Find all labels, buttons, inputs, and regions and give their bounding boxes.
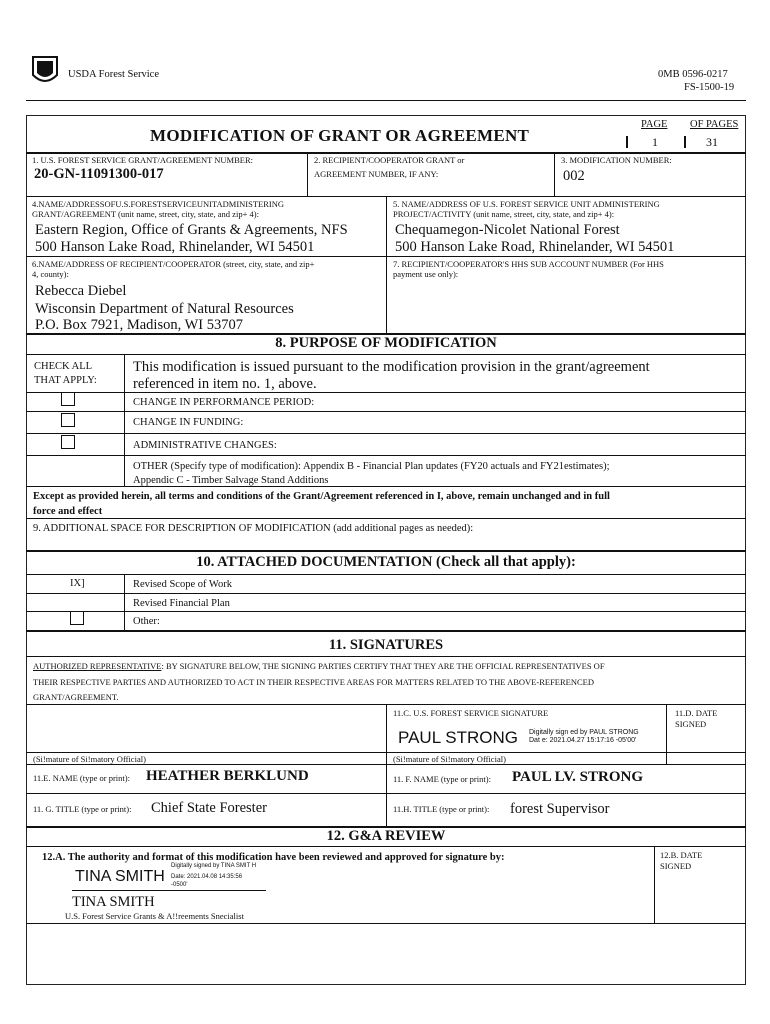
checked-mark: IX] (70, 578, 85, 589)
usfs-signature-digital-1: Digitally sign ed by PAUL STRONG (529, 729, 639, 736)
item4-label-2: GRANT/AGREEMENT (unit name, street, city, state, and zip+ 4): (32, 209, 259, 219)
recipient-org: Wisconsin Department of Natural Resources (35, 301, 294, 317)
authorized-rep-line2: THEIR RESPECTIVE PARTIES AND AUTHORIZED TO ACT IN THEIR RESPECTIVE AREAS FOR MATTERS RELATED TO THE ABOVE-REFERENCED (33, 677, 594, 687)
signature-caption-right: (Si!mature of Si!matory Official) (393, 754, 506, 764)
authorized-rep-label: AUTHORIZED REPRESENTATIVE (33, 661, 162, 671)
checkbox-administrative[interactable] (61, 435, 75, 449)
usfs-signature: PAUL STRONG (398, 728, 518, 747)
option-performance-period: CHANGE IN PERFORMANCE PERIOD: (133, 397, 315, 408)
section10-heading: 10. ATTACHED DOCUMENTATION (Check all that apply): (196, 554, 576, 570)
item11h-label: 11.H. TITLE (type or print): (393, 804, 490, 814)
form-title: MODIFICATION OF GRANT OR AGREEMENT (150, 126, 530, 145)
option-other-line1: OTHER (Specify type of modification): Appendix B - Financial Plan updates (FY20 actuals and FY21estimates); (133, 461, 610, 472)
option-administrative: ADMINISTRATIVE CHANGES: (133, 440, 277, 451)
ga-signature-digital-3: -0500' (171, 882, 188, 888)
omb-number: 0MB 0596-0217 (658, 69, 728, 80)
checkbox-funding[interactable] (61, 413, 75, 427)
section11-heading: 11. SIGNATURES (328, 637, 444, 653)
section8-heading: 8. PURPOSE OF MODIFICATION (275, 335, 497, 351)
grant-number: 20-GN-11091300-017 (34, 166, 164, 182)
recipient-signer-name: HEATHER BERKLUND (146, 768, 309, 784)
doc-other: Other: (133, 616, 160, 627)
option-other-line2: Appendic C - Timber Salvage Stand Additions (133, 475, 329, 486)
modification-number: 002 (563, 168, 585, 184)
item11g-label: 11. G. TITLE (type or print): (33, 804, 132, 814)
recipient-address: P.O. Box 7921, Madison, WI 53707 (35, 317, 243, 333)
check-all-line1: CHECK ALL (34, 361, 93, 372)
item9-label: 9. ADDITIONAL SPACE FOR DESCRIPTION OF MODIFICATION (add additional pages as needed): (33, 523, 474, 534)
item5-line2: 500 Hanson Lake Road, Rhinelander, WI 54501 (395, 239, 675, 255)
option-funding: CHANGE IN FUNDING: (133, 417, 244, 428)
item4-line2: 500 Hanson Lake Road, Rhinelander, WI 54501 (35, 239, 315, 255)
item4-line1: Eastern Region, Office of Grants & Agreements, NFS (35, 222, 348, 238)
ga-signature: TINA SMITH (75, 868, 165, 885)
authorized-rep-line1 (33, 661, 605, 671)
item3-label: 3. MODIFICATION NUMBER: (561, 155, 672, 165)
item11e-label: 11.E. NAME (type or print): (33, 773, 130, 783)
section8-intro-2: referenced in item no. 1, above. (133, 376, 317, 392)
ga-signature-digital-1: Digitally signed by TINA SMIT H (171, 863, 257, 869)
agency-name: USDA Forest Service (68, 69, 159, 80)
except-clause-line1: Except as provided herein, all terms and conditions of the Grant/Agreement referenced in I, above, remain unchanged and in full (33, 491, 610, 502)
doc-scope-of-work: Revised Scope of Work (133, 579, 232, 590)
check-all-line2: THAT APPLY: (34, 375, 97, 386)
ga-printed-title: U.S. Forest Service Grants & A!!reements Snecialist (65, 911, 244, 921)
usfs-signer-name: PAUL LV. STRONG (512, 769, 644, 785)
of-pages-label: OF PAGES (690, 119, 739, 130)
authorized-rep-text: : BY SIGNATURE BELOW, THE SIGNING PARTIES CERTIFY THAT THEY ARE THE OFFICIAL REPRESENTATIVES OF (161, 661, 605, 671)
usfs-signer-title: forest Supervisor (510, 801, 610, 817)
item6-label-1: 6.NAME/ADDRESS OF RECIPIENT/COOPERATOR (street, city, state, and zip+ (32, 259, 315, 269)
item7-label-1: 7. RECIPIENT/COOPERATOR'S HHS SUB ACCOUNT NUMBER (For HHS (393, 259, 664, 269)
authorized-rep-line3: GRANT/AGREEMENT. (33, 692, 119, 702)
item11f-label: 11. F. NAME (type or print): (393, 774, 491, 784)
section8-intro-1: This modification is issued pursuant to the modification provision in the grant/agreement (133, 359, 650, 375)
doc-financial-plan: Revised Financial Plan (133, 598, 230, 609)
page-label: PAGE (641, 119, 668, 130)
item4-label-1: 4.NAME/ADDRESSOFU.S.FORESTSERVICEUNITADMINISTERING (32, 199, 285, 209)
except-clause-line2: force and effect (33, 506, 103, 517)
item12b-label-2: SIGNED (660, 861, 692, 871)
item5-label-1: 5. NAME/ADDRESS OF U.S. FOREST SERVICE UNIT ADMINISTERING (393, 199, 660, 209)
signature-caption-left: (Si!mature of Si!matory Official) (33, 754, 146, 764)
item5-line1: Chequamegon-Nicolet National Forest (395, 222, 620, 238)
item6-label-2: 4, county): (32, 269, 69, 279)
checkbox-other-doc[interactable] (70, 611, 84, 625)
ga-printed-name: TINA SMITH (72, 894, 155, 910)
usda-logo (31, 55, 59, 87)
recipient-signer-title: Chief State Forester (151, 800, 267, 816)
form-number: FS-1500-19 (684, 82, 735, 93)
checkbox-performance-period[interactable] (61, 392, 75, 406)
item5-label-2: PROJECT/ACTIVITY (unit name, street, city, state, and zip+ 4): (393, 209, 615, 219)
item11d-label-1: 11.D. DATE (675, 708, 718, 718)
item2-label-1: 2. RECIPIENT/COOPERATOR GRANT or (314, 155, 465, 165)
item2-label-2: AGREEMENT NUMBER, IF ANY: (314, 169, 439, 179)
section12-heading: 12. G&A REVIEW (326, 828, 446, 844)
item7-label-2: payment use only): (393, 269, 459, 279)
item12a-text: 12.A. The authority and format of this modification have been reviewed and approved for signature by: (42, 852, 505, 863)
ga-signature-digital-2: Date: 2021.04.08 14:35:56 (171, 874, 243, 880)
usfs-signature-digital-2: Dat e: 2021.04.27 15:17:16 -05'00' (529, 737, 637, 744)
item1-label: 1. U.S. FOREST SERVICE GRANT/AGREEMENT NUMBER: (32, 155, 253, 165)
item11c-label: 11.C. U.S. FOREST SERVICE SIGNATURE (393, 708, 549, 718)
item12b-label-1: 12.B. DATE (660, 850, 703, 860)
page-total: 31 (706, 135, 718, 149)
page-number: 1 (652, 135, 658, 149)
item11d-label-2: SIGNED (675, 719, 707, 729)
recipient-name: Rebecca Diebel (35, 283, 127, 299)
usda-shield-icon (31, 55, 59, 87)
